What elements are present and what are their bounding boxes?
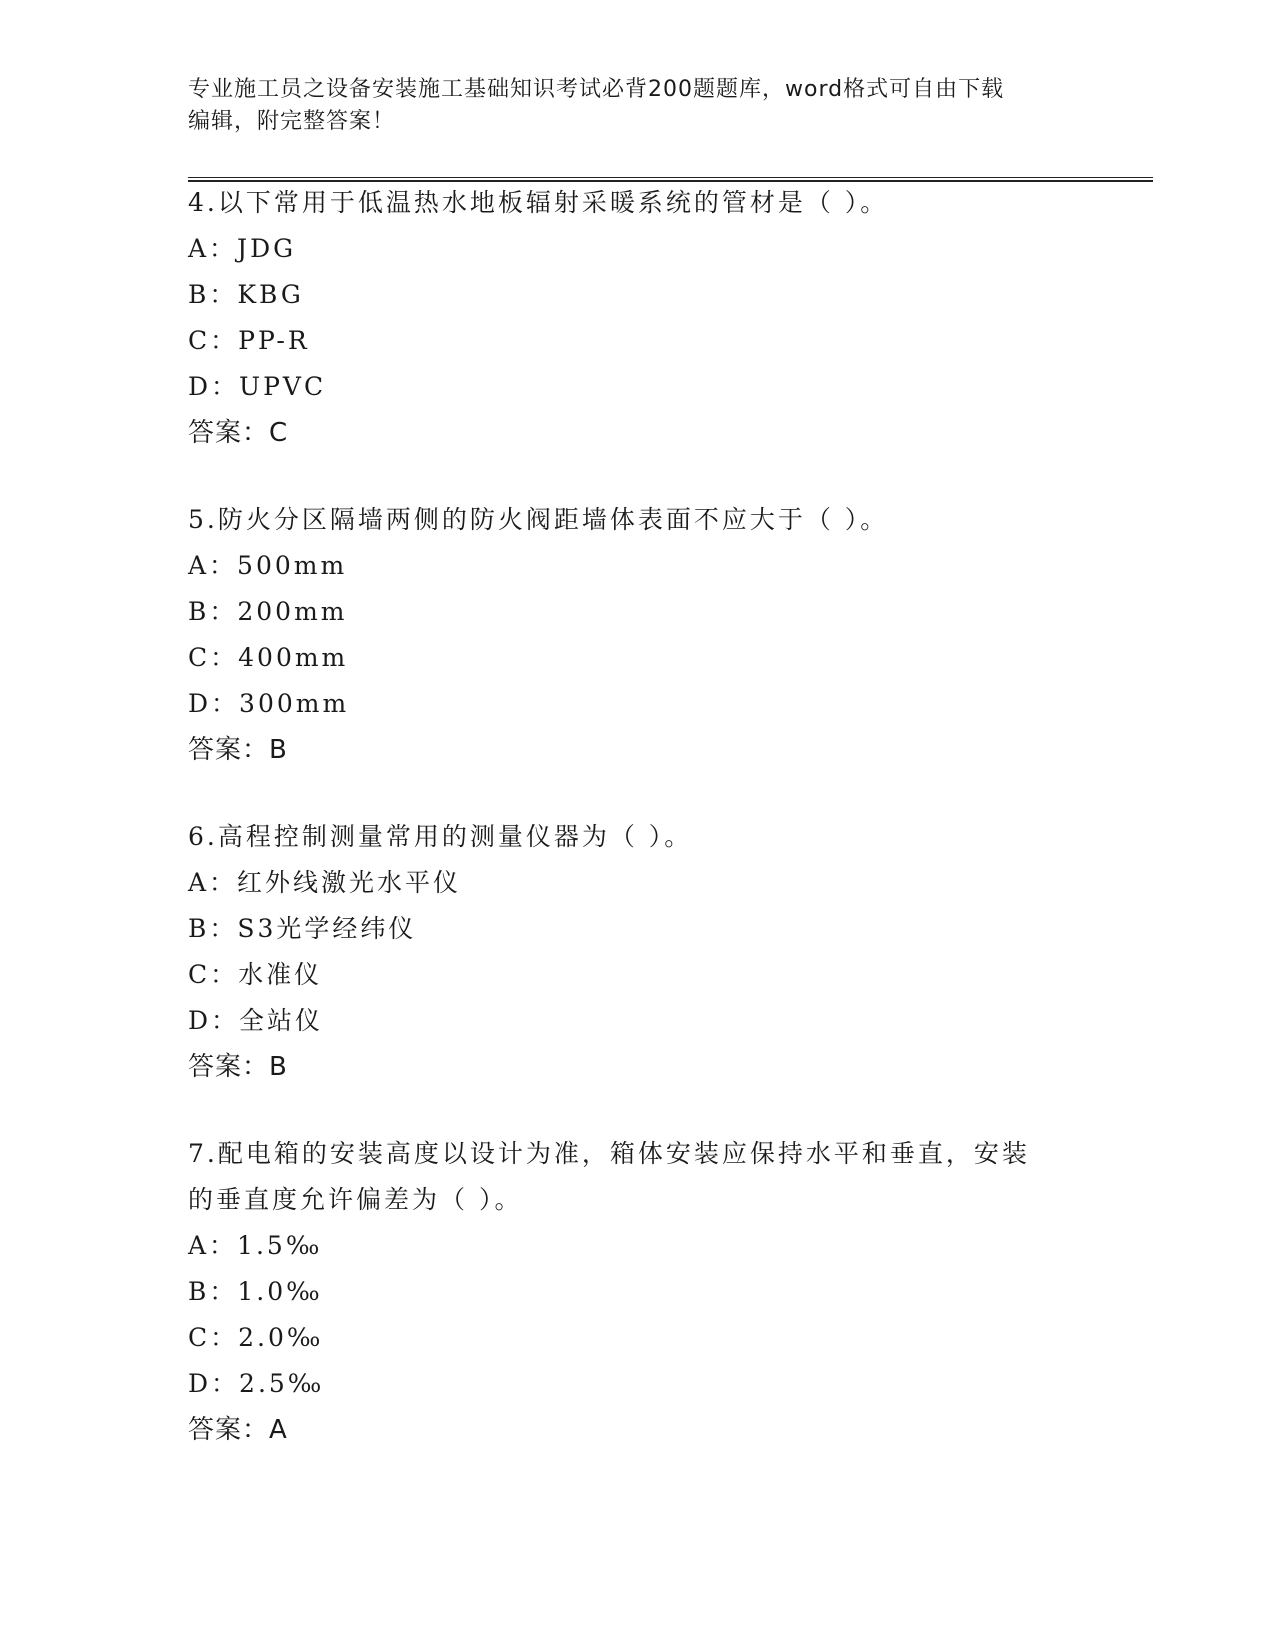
question-text: 5.防火分区隔墙两侧的防火阀距墙体表面不应大于（ ）。	[188, 505, 889, 534]
option-c: C：400mm	[188, 643, 349, 672]
option-b: B：KBG	[188, 280, 304, 309]
header-divider-thin	[188, 177, 1153, 178]
answer: 答案：A	[188, 1415, 288, 1445]
option-a: A：500mm	[188, 551, 348, 580]
question-text-line-2: 的垂直度允许偏差为（ ）。	[188, 1185, 523, 1214]
question-4	[188, 180, 1088, 456]
option-c: C：2.0‰	[188, 1323, 324, 1352]
option-c: C：水准仪	[188, 960, 323, 989]
header-line-2: 编辑，附完整答案！	[188, 109, 396, 134]
question-text: 6.高程控制测量常用的测量仪器为（ ）。	[188, 822, 693, 851]
question-text-line-1: 7.配电箱的安装高度以设计为准，箱体安装应保持水平和垂直，安装	[188, 1139, 1030, 1168]
answer: 答案：C	[188, 418, 289, 448]
question-7	[188, 1131, 1088, 1453]
option-c: C：PP-R	[188, 326, 310, 355]
option-a: A：JDG	[188, 234, 297, 263]
header-line-1: 专业施工员之设备安装施工基础知识考试必背200题题库，word格式可自由下载	[188, 77, 1005, 102]
question-6	[188, 814, 1088, 1090]
answer: 答案：B	[188, 1052, 288, 1082]
option-b: B：200mm	[188, 597, 348, 626]
option-d: D：2.5‰	[188, 1369, 325, 1398]
question-5	[188, 497, 1088, 773]
option-d: D：全站仪	[188, 1006, 324, 1035]
answer: 答案：B	[188, 735, 288, 765]
option-b: B：S3光学经纬仪	[188, 914, 417, 943]
option-d: D：300mm	[188, 689, 350, 718]
question-text: 4.以下常用于低温热水地板辐射采暖系统的管材是（ ）。	[188, 188, 889, 217]
document-header	[188, 74, 1088, 138]
option-a: A：红外线激光水平仪	[188, 868, 462, 897]
option-a: A：1.5‰	[188, 1231, 323, 1260]
option-d: D：UPVC	[188, 372, 327, 401]
option-b: B：1.0‰	[188, 1277, 323, 1306]
